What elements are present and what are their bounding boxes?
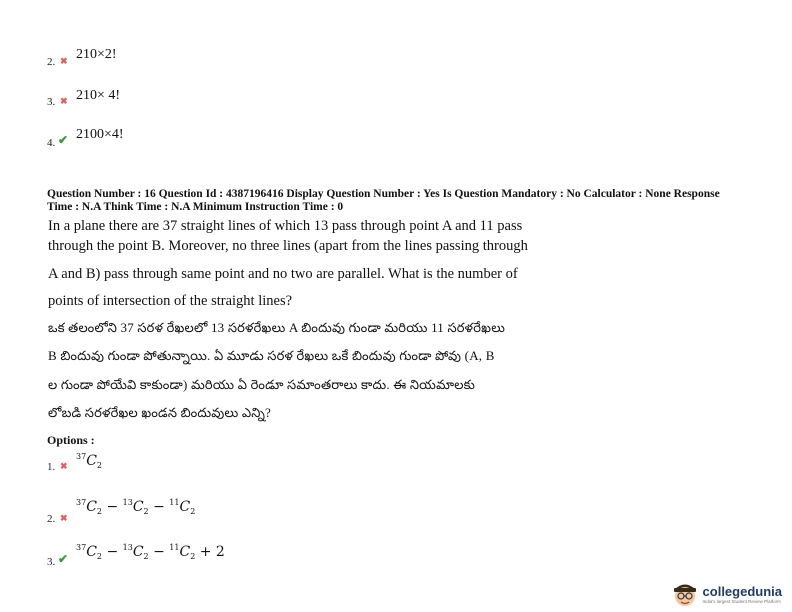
- option-text: 2100×4!: [76, 127, 124, 142]
- wrong-mark-icon: ✖: [60, 461, 68, 471]
- option-2-formula: $^{37}C_2 - ^{13}C_2 - ^{11}C_2$: [76, 498, 196, 516]
- student-face-icon: [671, 580, 699, 608]
- option-text: 210× 4!: [76, 88, 121, 103]
- option-number: 4.: [47, 137, 56, 149]
- correct-check-icon: ✔: [58, 133, 69, 147]
- question-text-te-line-4: లోబడి సరళరేఖల ఖండన బిందువులు ఎన్ని?: [48, 405, 272, 420]
- question-text-en-line-3: A and B) pass through same point and no two are parallel. What is the number of: [48, 266, 518, 282]
- option-number: 1.: [47, 461, 56, 473]
- option-number: 2.: [47, 56, 56, 68]
- question-text-te-line-1: ఒక తలంలోని 37 సరళ రేఖలలో 13 సరళరేఖలు A బిందువు గుండా మరియు 11 సరళరేఖలు: [48, 320, 506, 335]
- option-number: 3.: [47, 556, 56, 568]
- options-label: Options :: [47, 433, 95, 447]
- wrong-mark-icon: ✖: [60, 96, 68, 106]
- logo-tagline: India's largest Student Review Platform: [702, 598, 781, 604]
- option-text: 210×2!: [76, 47, 117, 62]
- option-number: 3.: [47, 96, 56, 108]
- logo-name: collegedunia: [702, 583, 782, 599]
- question-text-en-line-4: points of intersection of the straight lines?: [48, 293, 293, 309]
- option-number: 2.: [47, 513, 56, 525]
- question-text-en-line-1: In a plane there are 37 straight lines of which 13 pass through point A and 11 pass: [48, 218, 523, 234]
- wrong-mark-icon: ✖: [60, 56, 68, 66]
- question-meta: [47, 188, 767, 214]
- question-text-en-line-2: through the point B. Moreover, no three lines (apart from the lines passing through: [48, 238, 528, 254]
- question-text-te-line-2: B బిందువు గుండా పోతున్నాయి. ఏ మూడు సరళ రేఖలు ఒకే బిందువు గుండా పోవు (A, B: [48, 348, 495, 363]
- question-meta-line-1: Question Number : 16 Question Id : 4387196416 Display Question Number : Yes Is Question Mandatory : No Calculator : None Response: [47, 188, 720, 200]
- wrong-mark-icon: ✖: [60, 513, 68, 523]
- option-1-formula: $^{37}C_2$: [76, 452, 102, 470]
- option-3-formula: $^{37}C_2 - ^{13}C_2 - ^{11}C_2 + 2$: [76, 543, 225, 561]
- question-text-te-line-3: ల గుండా పోయేవి కాకుండా) మరియు ఏ రెండూ సమాంతరాలు కాదు. ఈ నియమాలకు: [48, 377, 476, 392]
- correct-check-icon: ✔: [58, 552, 69, 566]
- question-meta-line-2: Time : N.A Think Time : N.A Minimum Instruction Time : 0: [47, 201, 344, 213]
- collegedunia-logo: [671, 580, 782, 608]
